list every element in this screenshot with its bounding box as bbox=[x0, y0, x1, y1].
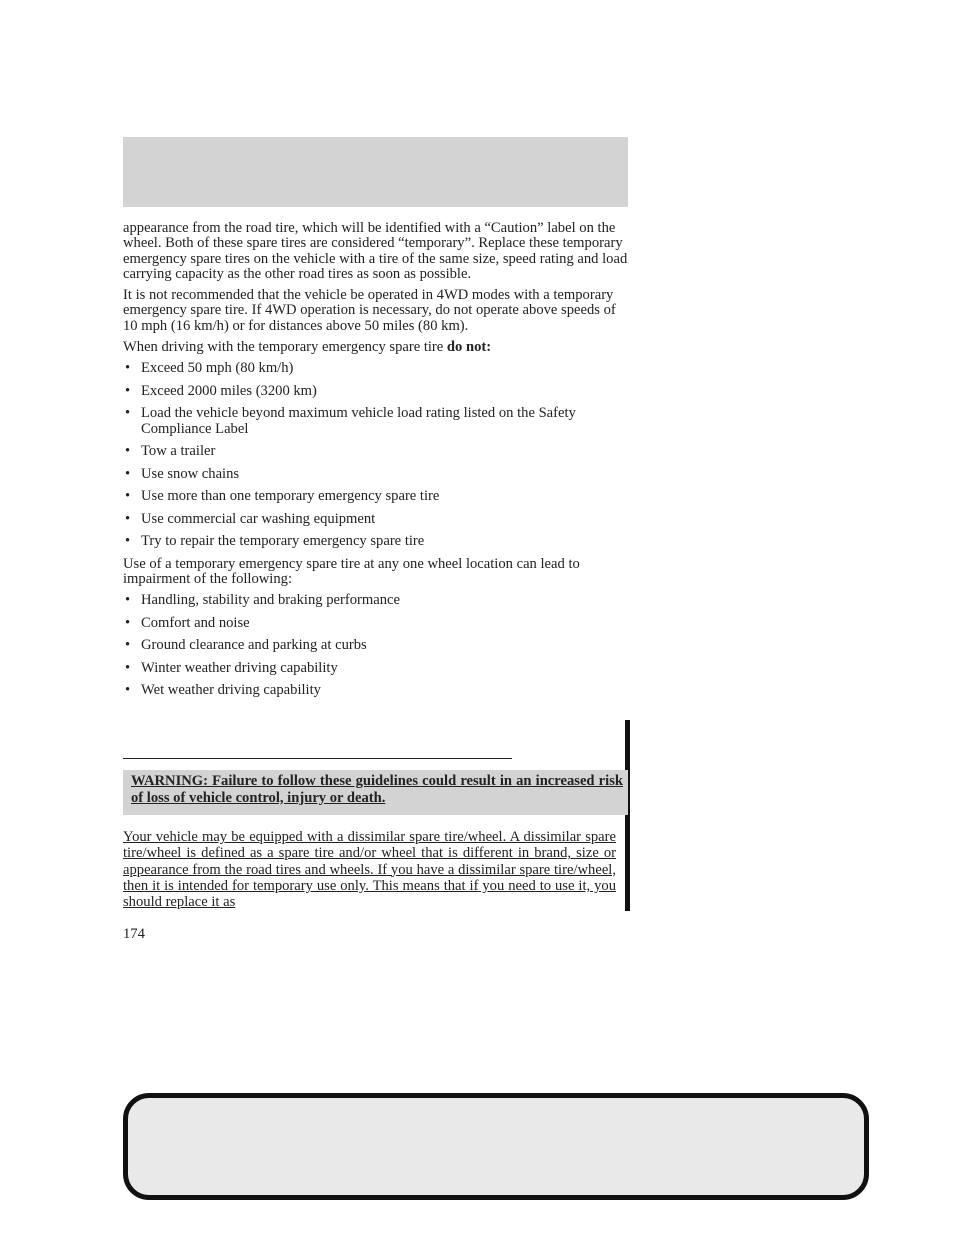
list-item bbox=[123, 616, 628, 631]
list-item-text: Winter weather driving capability bbox=[141, 659, 338, 676]
list-item-text: Comfort and noise bbox=[141, 614, 250, 631]
bullet-icon: • bbox=[125, 443, 131, 460]
footer-tab-box bbox=[123, 1093, 869, 1200]
change-bar bbox=[625, 720, 630, 911]
paragraph-spare-tire-appearance: appearance from the road tire, which will be identified with a “Caution” label on the wheel. Both of these spare tires are considered “temporary”. Replace these temporary emergency spare tires on the vehicle with a tire of the same size, speed rating and load carrying capacity as the other road tires as soon as possible. bbox=[123, 220, 628, 282]
list-item bbox=[123, 512, 628, 527]
bullet-icon: • bbox=[125, 465, 131, 482]
do-not-lead: When driving with the temporary emergency spare tire bbox=[123, 339, 447, 356]
list-item bbox=[123, 384, 628, 399]
bullet-icon: • bbox=[125, 614, 131, 631]
list-item-text: Ground clearance and parking at curbs bbox=[141, 637, 367, 654]
list-item-text: Use commercial car washing equipment bbox=[141, 510, 376, 527]
bullet-icon: • bbox=[125, 682, 131, 699]
list-item-text: Handling, stability and braking performance bbox=[141, 592, 400, 609]
paragraph-4wd-notice: It is not recommended that the vehicle be operated in 4WD modes with a temporary emergency spare tire. If 4WD operation is necessary, do not operate above speeds of 10 mph (16 km/h) or for distances above 50 miles (80 km). bbox=[123, 287, 616, 334]
page-number: 174 bbox=[123, 926, 145, 942]
list-item bbox=[123, 406, 628, 437]
list-item bbox=[123, 467, 628, 482]
bullet-icon: • bbox=[125, 659, 131, 676]
list-item-text: Exceed 50 mph (80 km/h) bbox=[141, 360, 294, 377]
list-item-text: Wet weather driving capability bbox=[141, 682, 321, 699]
list-item-text: Tow a trailer bbox=[141, 443, 216, 460]
bullet-icon: • bbox=[125, 592, 131, 609]
bullet-icon: • bbox=[125, 360, 131, 377]
list-item bbox=[123, 361, 628, 376]
list-item-text: Use more than one temporary emergency spare tire bbox=[141, 488, 440, 505]
bullet-icon: • bbox=[125, 533, 131, 550]
impairment-list bbox=[123, 593, 628, 698]
bullet-icon: • bbox=[125, 382, 131, 399]
list-item bbox=[123, 444, 628, 459]
list-item-text: Use snow chains bbox=[141, 465, 240, 482]
paragraph-do-not-intro bbox=[123, 340, 628, 355]
list-item-text: Load the vehicle beyond maximum vehicle load rating listed on the Safety Compliance Label bbox=[141, 405, 576, 437]
bullet-icon: • bbox=[125, 637, 131, 654]
do-not-list bbox=[123, 361, 628, 549]
do-not-bold: do not: bbox=[446, 339, 492, 356]
bullet-icon: • bbox=[125, 510, 131, 527]
section-divider bbox=[123, 758, 512, 759]
body-text bbox=[123, 221, 628, 706]
list-item bbox=[123, 683, 628, 698]
list-item bbox=[123, 661, 628, 676]
section-header-band bbox=[123, 137, 628, 207]
bullet-icon: • bbox=[125, 405, 131, 422]
warning-text: WARNING: Failure to follow these guidelines could result in an increased risk of loss of vehicle control, injury or death. bbox=[131, 773, 623, 806]
bullet-icon: • bbox=[125, 488, 131, 505]
paragraph-impairment-intro: Use of a temporary emergency spare tire at any one wheel location can lead to impairment of the following: bbox=[123, 555, 580, 587]
list-item-text: Exceed 2000 miles (3200 km) bbox=[141, 382, 317, 399]
list-item bbox=[123, 593, 628, 608]
dissimilar-spare-paragraph: Your vehicle may be equipped with a dissimilar spare tire/wheel. A dissimilar spare tire/wheel is defined as a spare tire and/or wheel that is different in brand, size or appearance from the road tires and wheels. If you have a dissimilar spare tire/wheel, then it is intended for temporary use only. This means that if you need to use it, you should replace it as bbox=[123, 829, 616, 910]
list-item bbox=[123, 489, 628, 504]
list-item bbox=[123, 534, 628, 549]
list-item-text: Try to repair the temporary emergency spare tire bbox=[141, 533, 425, 550]
list-item bbox=[123, 638, 628, 653]
